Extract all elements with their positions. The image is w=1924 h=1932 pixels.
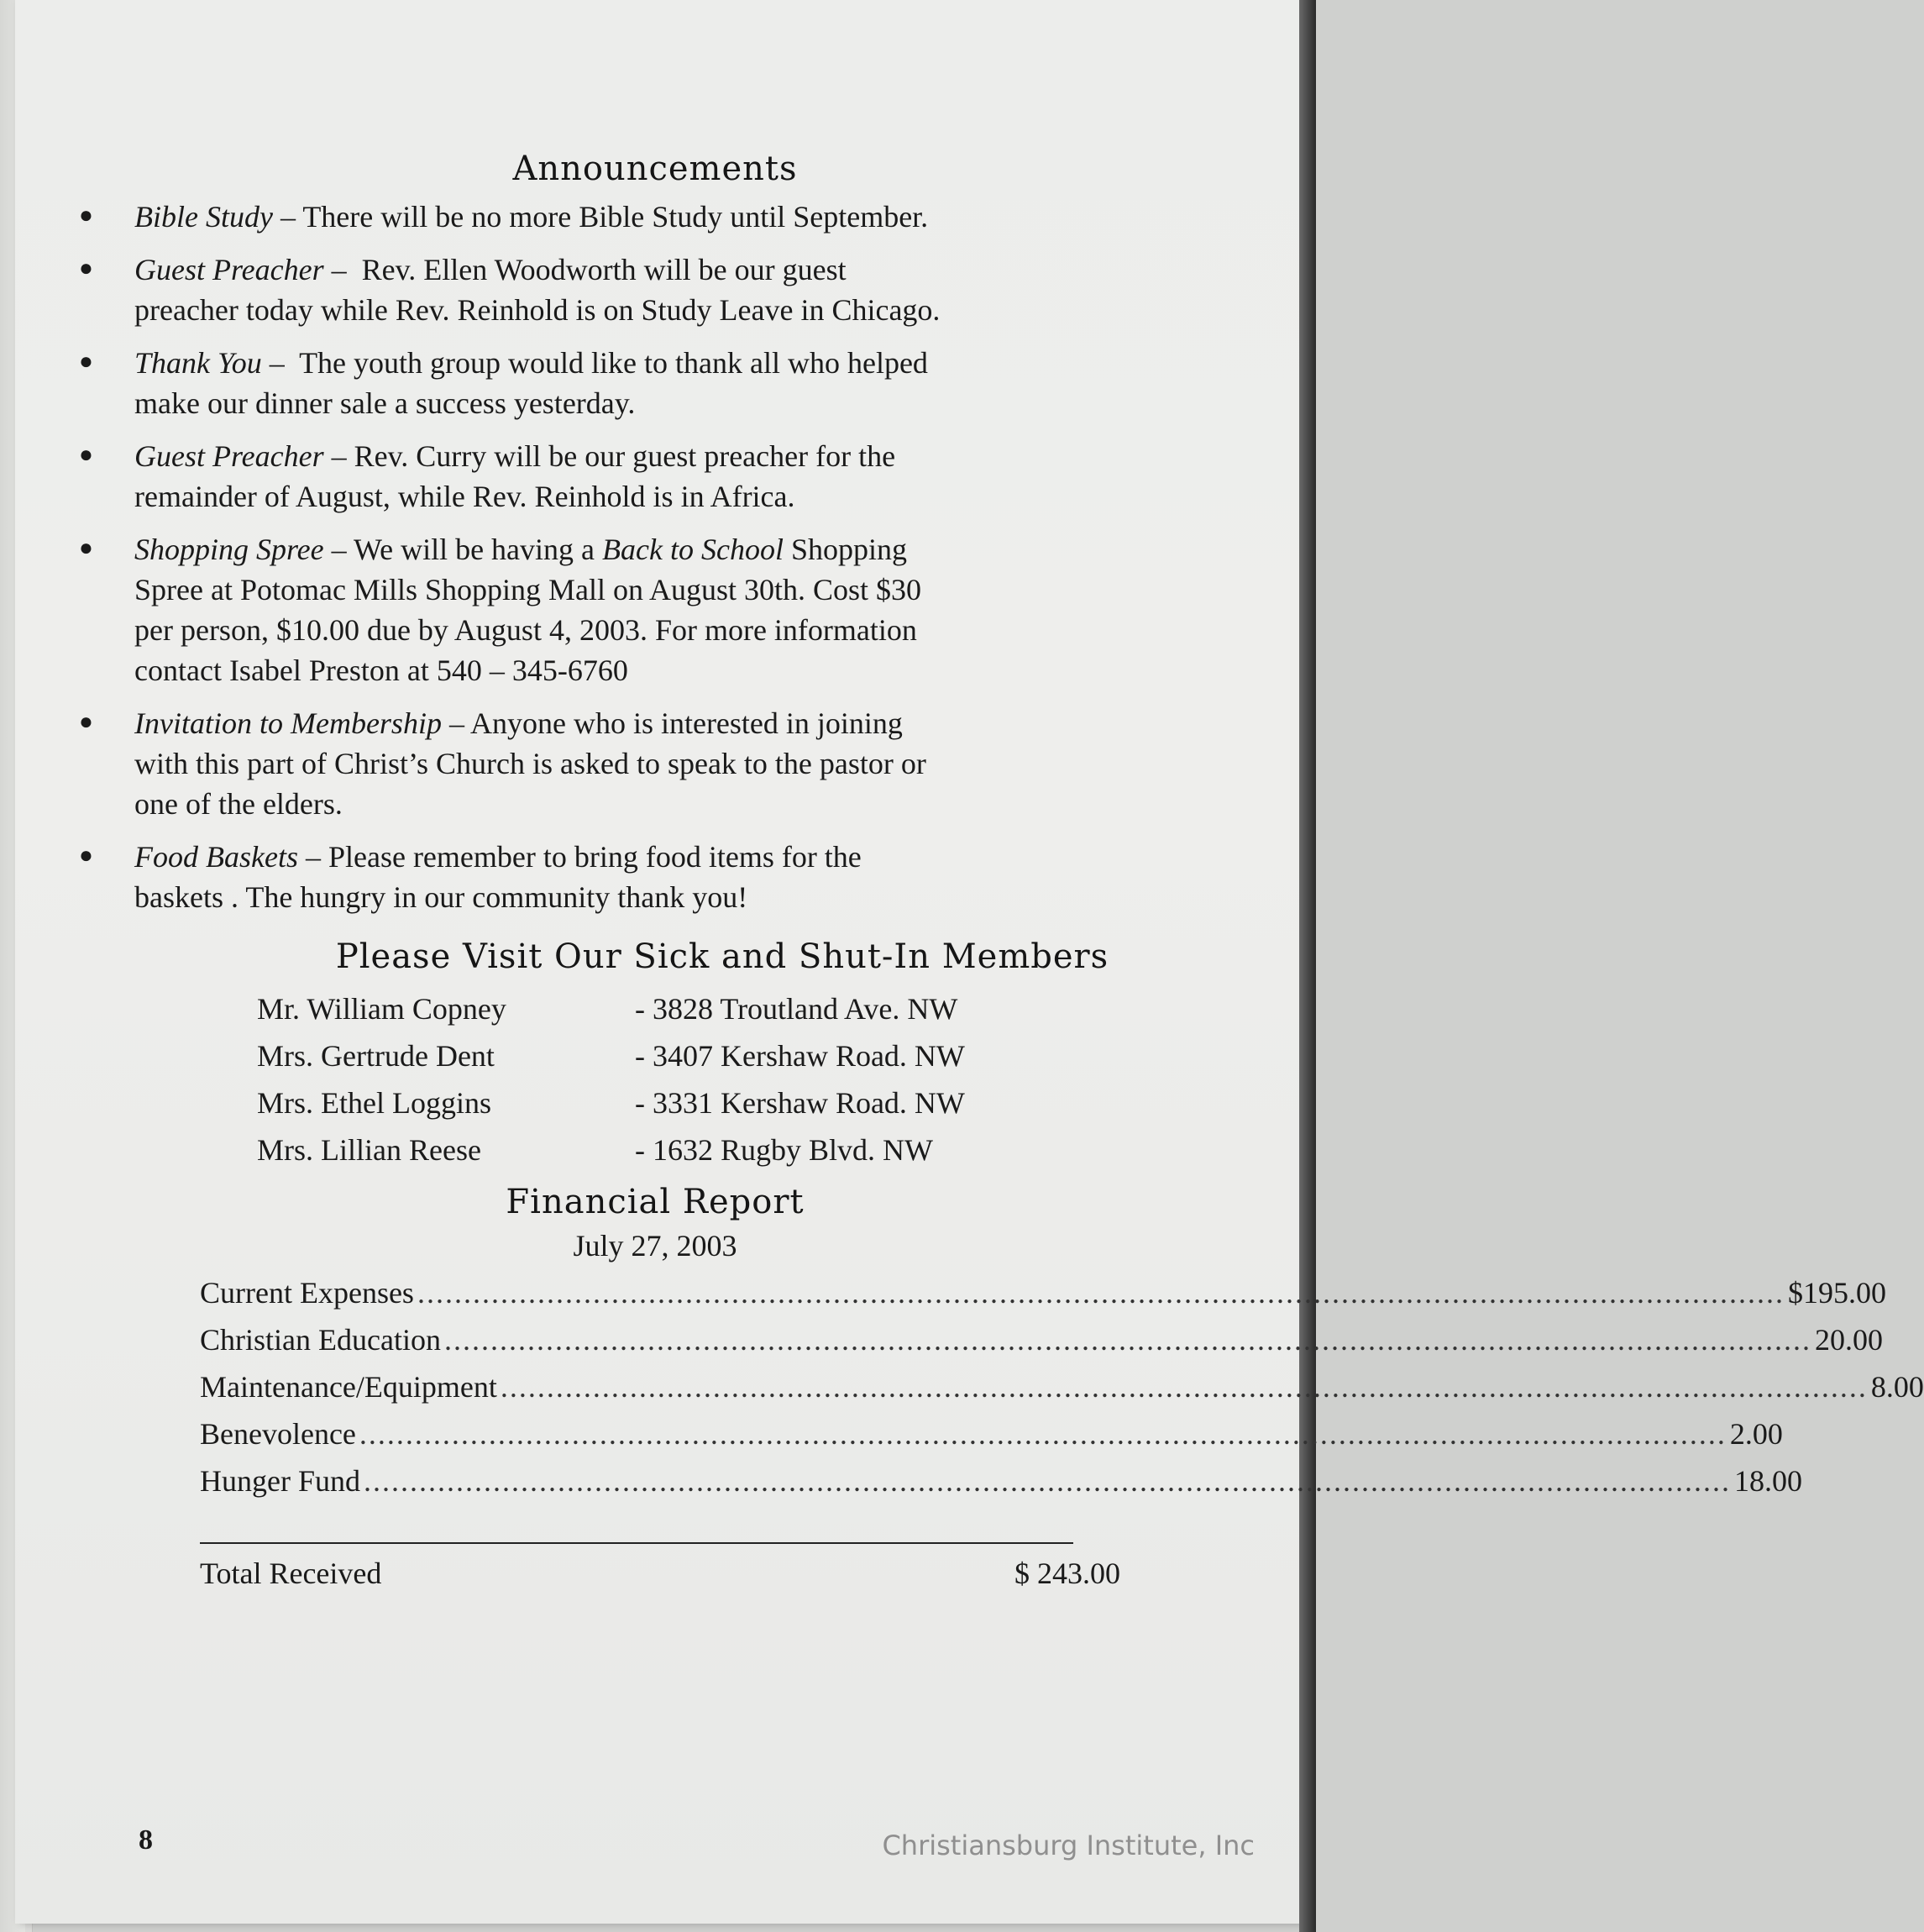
bullet-icon: ● (79, 202, 93, 228)
announcement-label: Guest Preacher – (134, 253, 347, 286)
financial-row (200, 1416, 1783, 1452)
announcement-label: Invitation to Membership – (134, 706, 464, 740)
announcement-text: Anyone who is interested in joining (469, 706, 903, 740)
watermark: Christiansburg Institute, Inc (882, 1830, 1255, 1861)
announcement-text: Spree at Potomac Mills Shopping Mall on August 30th. Cost $30 (134, 573, 922, 606)
sick-member-address: - 3331 Kershaw Road. NW (635, 1086, 965, 1120)
sick-member-address: - 3828 Troutland Ave. NW (635, 992, 958, 1026)
dot-leader: .................................................................................................................................................... (500, 1370, 1868, 1404)
financial-row (200, 1275, 1886, 1310)
announcement-item (79, 343, 1176, 423)
announcement-text: per person, $10.00 due by August 4, 2003. For more information (134, 613, 917, 647)
financial-amount: $195.00 (1787, 1276, 1886, 1310)
announcement-label: Bible Study – (134, 200, 296, 234)
announcements-heading: Announcements (512, 150, 798, 188)
financial-item: Benevolence (200, 1417, 356, 1451)
announcement-item (79, 436, 1176, 517)
bullet-icon: ● (79, 843, 93, 869)
announcement-text: one of the elders. (134, 787, 343, 821)
announcement-text: We will be having a (354, 533, 603, 566)
sick-member-address: - 1632 Rugby Blvd. NW (635, 1133, 933, 1167)
financial-row (200, 1322, 1883, 1357)
announcement-item (79, 703, 1176, 824)
bullet-icon: ● (79, 255, 93, 281)
sick-member-name: Mrs. Ethel Loggins (257, 1086, 491, 1120)
financial-amount: 2.00 (1729, 1417, 1783, 1451)
bullet-icon: ● (79, 442, 93, 468)
sick-member-name: Mrs. Gertrude Dent (257, 1039, 495, 1073)
dot-leader: .................................................................................................................................................... (359, 1417, 1727, 1451)
financial-row (200, 1369, 1924, 1404)
sick-member-name: Mrs. Lillian Reese (257, 1133, 481, 1167)
announcement-label: Shopping Spree – (134, 533, 347, 566)
financial-item: Christian Education (200, 1323, 441, 1357)
announcement-label: Food Baskets – (134, 840, 321, 874)
financial-amount: 18.00 (1734, 1464, 1802, 1498)
sick-member-name: Mr. William Copney (257, 992, 506, 1026)
sick-members-heading: Please Visit Our Sick and Shut-In Members (335, 937, 1109, 976)
announcement-item (79, 529, 1176, 690)
announcement-text: The youth group would like to thank all who helped (284, 346, 928, 380)
bullet-icon: ● (79, 349, 93, 375)
bullet-icon: ● (79, 709, 93, 735)
announcement-item (79, 837, 1176, 917)
financial-amount: 20.00 (1814, 1323, 1883, 1357)
announcement-text: with this part of Christ’s Church is asked to speak to the pastor or (134, 747, 926, 780)
total-row (200, 1556, 1120, 1591)
dot-leader: .................................................................................................................................................... (417, 1276, 1785, 1310)
announcement-emphasis: Back to School (602, 533, 784, 566)
financial-amount: 8.00 (1870, 1370, 1924, 1404)
announcement-text: baskets . The hungry in our community thank you! (134, 880, 748, 914)
announcement-text: Rev. Curry will be our guest preacher for the (354, 439, 896, 473)
sick-member-address: - 3407 Kershaw Road. NW (635, 1039, 965, 1073)
bullet-icon: ● (79, 535, 93, 561)
total-divider (200, 1542, 1073, 1544)
announcement-text: There will be no more Bible Study until September. (302, 200, 929, 234)
total-amount: $ 243.00 (1014, 1557, 1120, 1590)
page-edge-right (1299, 0, 1316, 1932)
announcement-text: Please remember to bring food items for the (328, 840, 862, 874)
announcement-text: contact Isabel Preston at 540 – 345-6760 (134, 654, 628, 687)
financial-item: Current Expenses (200, 1276, 414, 1310)
announcement-text: make our dinner sale a success yesterday. (134, 386, 636, 420)
announcement-label: Guest Preacher – (134, 439, 347, 473)
financial-item: Hunger Fund (200, 1464, 360, 1498)
announcements-list (79, 197, 1176, 930)
total-label: Total Received (200, 1557, 382, 1590)
dot-leader: .................................................................................................................................................... (364, 1464, 1731, 1498)
announcement-text: Shopping (783, 533, 907, 566)
financial-row (200, 1463, 1802, 1499)
dot-leader: .................................................................................................................................................... (443, 1323, 1811, 1357)
financial-report-heading: Financial Report (506, 1183, 805, 1221)
financial-report-date: July 27, 2003 (573, 1229, 737, 1263)
announcement-item (79, 249, 1176, 330)
announcement-text: remainder of August, while Rev. Reinhold is in Africa. (134, 480, 795, 513)
announcement-text: Rev. Ellen Woodworth will be our guest (346, 253, 847, 286)
page-number: 8 (139, 1824, 153, 1856)
announcement-item (79, 197, 1176, 237)
announcement-text: preacher today while Rev. Reinhold is on Study Leave in Chicago. (134, 293, 941, 327)
financial-item: Maintenance/Equipment (200, 1370, 497, 1404)
announcement-label: Thank You – (134, 346, 285, 380)
